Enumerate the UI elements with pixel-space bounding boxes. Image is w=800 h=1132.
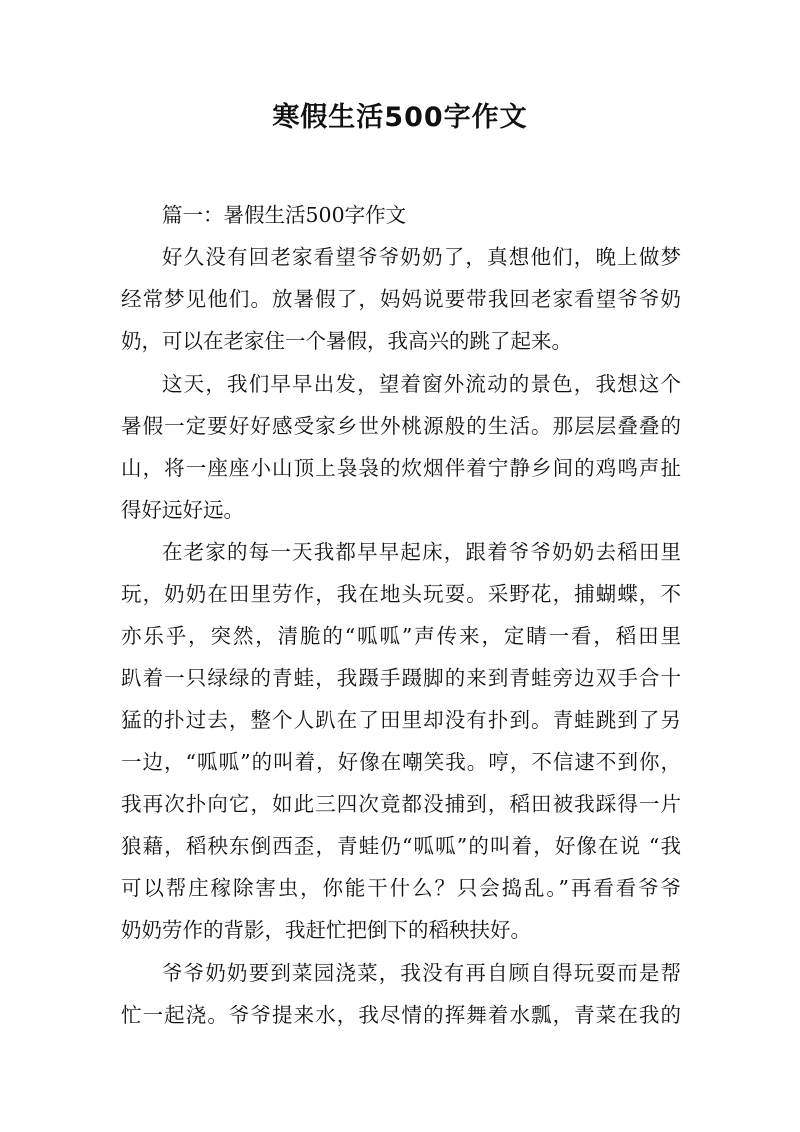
document-title: 寒假生活500字作文: [272, 102, 528, 133]
subheading: 篇一：暑假生活500字作文: [162, 203, 407, 227]
text-line: 忙一起浇。爷爷提来水，我尽情的挥舞着水瓢，青菜在我的: [121, 1003, 681, 1027]
text-line: 狼藉，稻秧东倒西歪，青蛙仍“呱呱”的叫着，好像在说 “我: [121, 834, 681, 858]
text-line: 这天，我们早早出发，望着窗外流动的景色，我想这个: [162, 372, 681, 396]
text-line: 好久没有回老家看望爷爷奶奶了，真想他们，晚上做梦: [162, 245, 681, 269]
text-line: 得好远好远。: [121, 498, 244, 522]
text-line: 暑假一定要好好感受家乡世外桃源般的生活。那层层叠叠的: [121, 414, 681, 438]
text-line: 经常梦见他们。放暑假了，妈妈说要带我回老家看望爷爷奶: [121, 287, 681, 311]
text-line: 亦乐乎，突然，清脆的“呱呱”声传来，定睛一看，稻田里: [121, 624, 681, 648]
text-line: 玩，奶奶在田里劳作，我在地头玩耍。采野花，捕蝴蝶，不: [121, 582, 681, 606]
text-line: 我再次扑向它，如此三四次竟都没捕到，稻田被我踩得一片: [121, 792, 681, 816]
text-line: 趴着一只绿绿的青蛙，我蹑手蹑脚的来到青蛙旁边双手合十: [121, 666, 681, 690]
text-line: 爷爷奶奶要到菜园浇菜，我没有再自顾自得玩耍而是帮: [162, 961, 681, 985]
text-line: 奶奶劳作的背影，我赶忙把倒下的稻秧扶好。: [121, 918, 531, 942]
text-line: 在老家的每一天我都早早起床，跟着爷爷奶奶去稻田里: [162, 540, 681, 564]
text-line: 一边，“呱呱”的叫着，好像在嘲笑我。哼，不信逮不到你，: [121, 750, 681, 774]
text-line: 可以帮庄稼除害虫，你能干什么？只会捣乱。”再看看爷爷: [121, 876, 681, 900]
text-line: 山，将一座座小山顶上袅袅的炊烟伴着宁静乡间的鸡鸣声扯: [121, 456, 681, 480]
text-line: 奶，可以在老家住一个暑假，我高兴的跳了起来。: [121, 329, 572, 353]
text-line: 猛的扑过去，整个人趴在了田里却没有扑到。青蛙跳到了另: [121, 708, 681, 732]
